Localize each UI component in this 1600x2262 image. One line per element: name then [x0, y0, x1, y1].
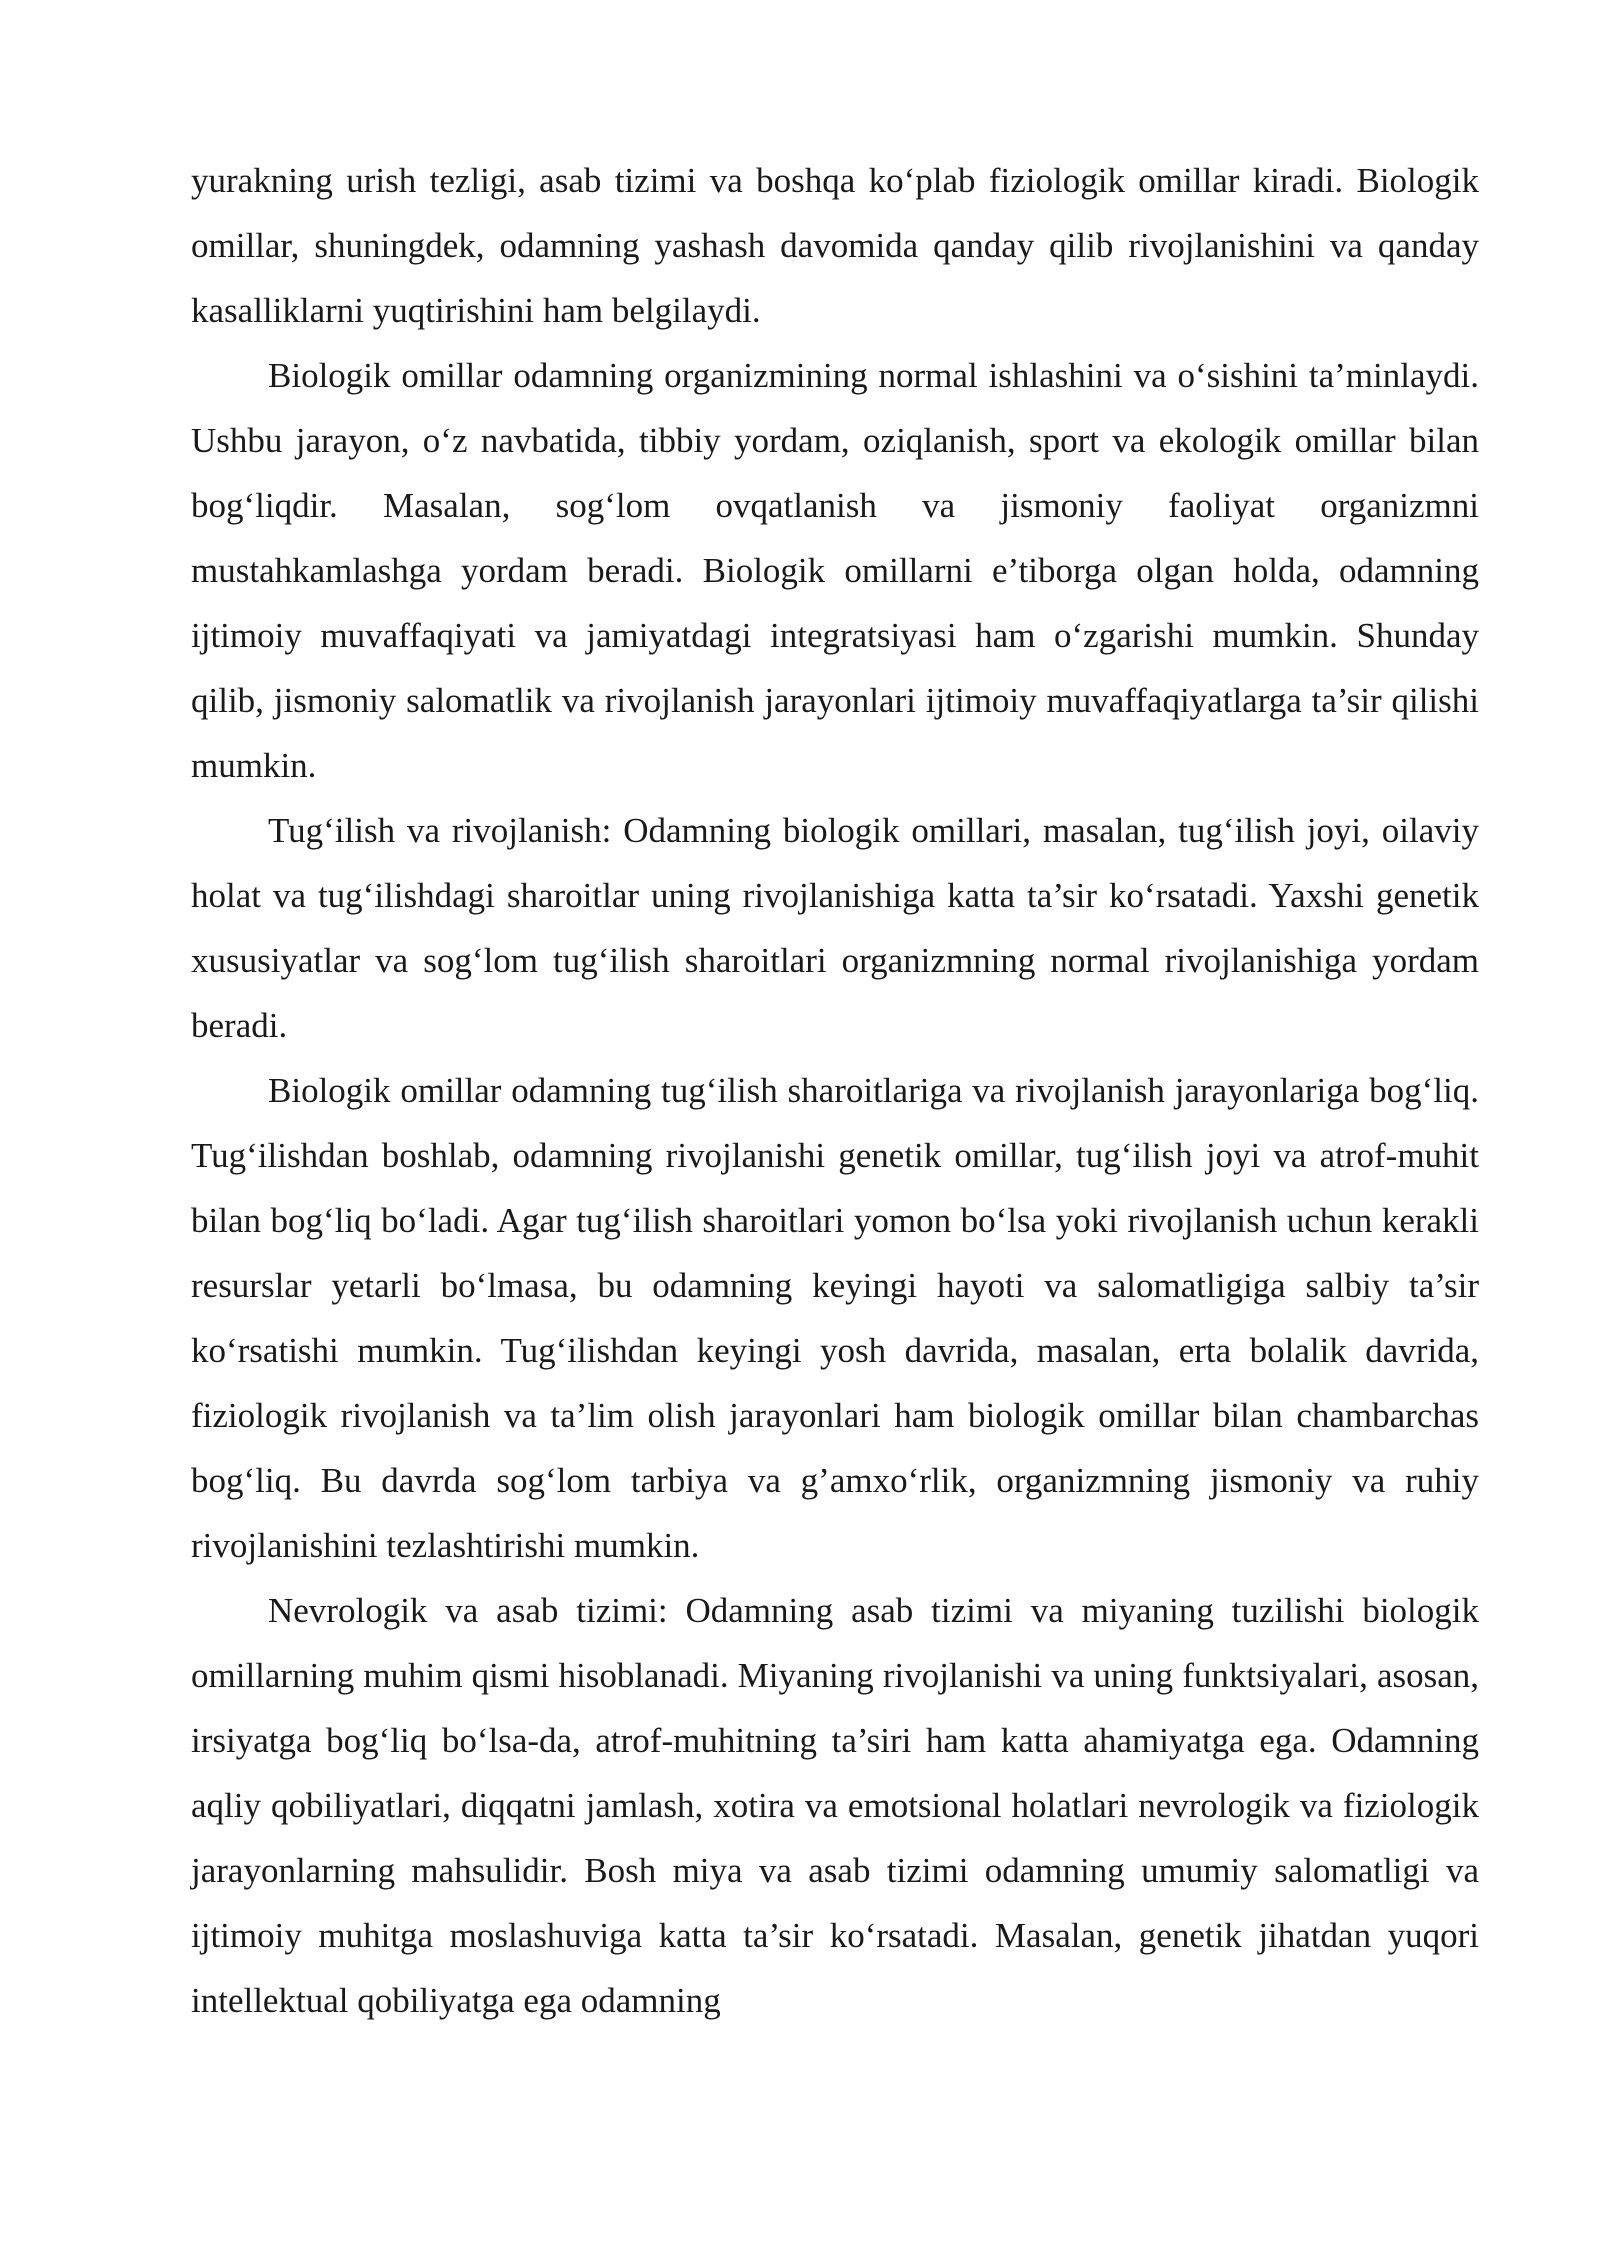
paragraph-nervous-system: Nevrologik va asab tizimi: Odamning asab tizimi va miyaning tuzilishi biologik omillarning muhim qismi hisoblanadi. Miyaning rivojlanishi va uning funktsiyalari, asosan, irsiyatga bog‘liq bo‘lsa-da, atrof-muhitning ta’siri ham katta ahamiyatga ega. Odamning aqliy qobiliyatlari, diqqatni jamlash, xotira va emotsional holatlari nevrologik va fiziologik jarayonlarning mahsulidir. Bosh miya va asab tizimi odamning umumiy salomatligi va ijtimoiy muhitga moslashuviga katta ta’sir ko‘rsatadi. Masalan, genetik jihatdan yuqori intellektual qobiliyatga ega odamning [191, 1591, 1479, 2020]
document-body [191, 148, 1479, 2033]
paragraph-biological-factors-growth: Biologik omillar odamning organizmining normal ishlashini va o‘sishini ta’minlaydi. Ushbu jarayon, o‘z navbatida, tibbiy yordam, oziqlanish, sport va ekologik omillar bilan bog‘liqdir. Masalan, sog‘lom ovqatlanish va jismoniy faoliyat organizmni mustahkamlashga yordam beradi. Biologik omillarni e’tiborga olgan holda, odamning ijtimoiy muvaffaqiyati va jamiyatdagi integratsiyasi ham o‘zgarishi mumkin. Shunday qilib, jismoniy salomatlik va rivojlanish jarayonlari ijtimoiy muvaffaqiyatlarga ta’sir qilishi mumkin. [191, 356, 1479, 785]
paragraph-birth-and-development: Tug‘ilish va rivojlanish: Odamning biologik omillari, masalan, tug‘ilish joyi, oilaviy holat va tug‘ilishdagi sharoitlar uning rivojlanishiga katta ta’sir ko‘rsatadi. Yaxshi genetik xususiyatlar va sog‘lom tug‘ilish sharoitlari organizmning normal rivojlanishiga yordam beradi. [191, 811, 1479, 1045]
paragraph-birth-conditions: Biologik omillar odamning tug‘ilish sharoitlariga va rivojlanish jarayonlariga bog‘liq. Tug‘ilishdan boshlab, odamning rivojlanishi genetik omillar, tug‘ilish joyi va atrof-muhit bilan bog‘liq bo‘ladi. Agar tug‘ilish sharoitlari yomon bo‘lsa yoki rivojlanish uchun kerakli resurslar yetarli bo‘lmasa, bu odamning keyingi hayoti va salomatligiga salbiy ta’sir ko‘rsatishi mumkin. Tug‘ilishdan keyingi yosh davrida, masalan, erta bolalik davrida, fiziologik rivojlanish va ta’lim olish jarayonlari ham biologik omillar bilan chambarchas bog‘liq. Bu davrda sog‘lom tarbiya va g’amxo‘rlik, organizmning jismoniy va ruhiy rivojlanishini tezlashtirishi mumkin. [191, 1071, 1479, 1565]
paragraph-continuation: yurakning urish tezligi, asab tizimi va boshqa ko‘plab fiziologik omillar kiradi. Biologik omillar, shuningdek, odamning yashash davomida qanday qilib rivojlanishini va qanday kasalliklarni yuqtirishini ham belgilaydi. [191, 161, 1479, 330]
